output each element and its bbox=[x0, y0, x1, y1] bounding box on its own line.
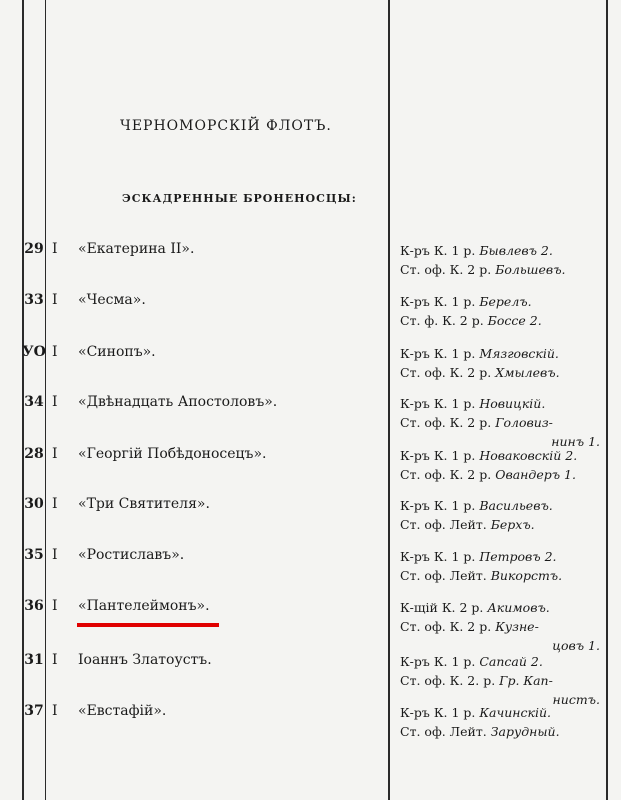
commander-name: Качинскій. bbox=[479, 705, 552, 720]
ship-rank: I bbox=[52, 446, 58, 462]
ship-row bbox=[0, 496, 621, 546]
commander-name: Бывлевъ 2. bbox=[479, 243, 553, 258]
commander-title: К-ръ К. 1 р. bbox=[400, 654, 476, 669]
ship-number: 37 bbox=[24, 703, 44, 719]
ship-name: Іоаннъ Златоустъ. bbox=[78, 652, 212, 668]
commander-name: Новаковскій 2. bbox=[479, 448, 578, 463]
ship-number: УО bbox=[22, 344, 46, 360]
senior-officer-name: Викорстъ. bbox=[490, 568, 563, 583]
commander-name: Мязговскій. bbox=[479, 346, 559, 361]
ship-rank: I bbox=[52, 394, 58, 410]
officers bbox=[400, 547, 600, 585]
officers bbox=[400, 446, 600, 484]
ship-number: 29 bbox=[24, 241, 44, 257]
ship-rank: I bbox=[52, 496, 58, 512]
senior-officer-title: Ст. оф. К. 2. р. bbox=[400, 673, 496, 688]
ship-row bbox=[0, 344, 621, 394]
senior-officer-name: Берхъ. bbox=[490, 517, 535, 532]
commander-title: К-ръ К. 1 р. bbox=[400, 396, 476, 411]
ship-name: «Синопъ». bbox=[78, 344, 156, 360]
officers bbox=[400, 292, 600, 330]
commander-name: Новицкій. bbox=[479, 396, 546, 411]
senior-officer-name: Кузне- bbox=[495, 619, 539, 634]
ship-number: 30 bbox=[24, 496, 44, 512]
ship-row bbox=[0, 292, 621, 342]
ship-rank: I bbox=[52, 241, 58, 257]
section-heading: ЭСКАДРЕННЫЕ БРОНЕНОСЦЫ: bbox=[122, 192, 357, 205]
senior-officer-title: Ст. оф. К. 2 р. bbox=[400, 415, 492, 430]
commander-title: К-ръ К. 1 р. bbox=[400, 448, 476, 463]
commander-title: К-щій К. 2 р. bbox=[400, 600, 484, 615]
officers bbox=[400, 496, 600, 534]
senior-officer-title: Ст. оф. Лейт. bbox=[400, 724, 487, 739]
senior-officer-name: Овандеръ 1. bbox=[495, 467, 576, 482]
commander-name: Васильевъ. bbox=[479, 498, 553, 513]
commander-title: К-ръ К. 1 р. bbox=[400, 549, 476, 564]
senior-officer-title: Ст. оф. К. 2 р. bbox=[400, 619, 492, 634]
commander-title: К-ръ К. 1 р. bbox=[400, 705, 476, 720]
ship-rank: I bbox=[52, 344, 58, 360]
commander-title: К-ръ К. 1 р. bbox=[400, 498, 476, 513]
senior-officer-title: Ст. оф. Лейт. bbox=[400, 517, 487, 532]
officers bbox=[400, 652, 600, 709]
ship-number: 28 bbox=[24, 446, 44, 462]
officers bbox=[400, 394, 600, 451]
name-continuation: нинъ 1. bbox=[551, 434, 600, 449]
commander-title: К-ръ К. 1 р. bbox=[400, 243, 476, 258]
ship-row bbox=[0, 241, 621, 291]
ship-rank: I bbox=[52, 652, 58, 668]
ship-name: «Двѣнадцать Апостоловъ». bbox=[78, 394, 278, 410]
commander-name: Берелъ. bbox=[479, 294, 532, 309]
commander-title: К-ръ К. 1 р. bbox=[400, 346, 476, 361]
senior-officer-title: Ст. оф. К. 2 р. bbox=[400, 262, 492, 277]
officers bbox=[400, 344, 600, 382]
senior-officer-name: Головиз- bbox=[495, 415, 553, 430]
officers bbox=[400, 241, 600, 279]
senior-officer-name: Большевъ. bbox=[495, 262, 566, 277]
senior-officer-name: Боссе 2. bbox=[487, 313, 542, 328]
ship-number: 35 bbox=[24, 547, 44, 563]
senior-officer-name: Хмылевъ. bbox=[495, 365, 560, 380]
ship-number: 31 bbox=[24, 652, 44, 668]
ship-row bbox=[0, 547, 621, 597]
red-underline bbox=[77, 623, 219, 627]
senior-officer-name: Гр. Кап- bbox=[499, 673, 553, 688]
name-continuation: цовъ 1. bbox=[552, 638, 600, 653]
senior-officer-title: Ст. ф. К. 2 р. bbox=[400, 313, 484, 328]
ship-name: «Евстафій». bbox=[78, 703, 167, 719]
senior-officer-title: Ст. оф. К. 2 р. bbox=[400, 365, 492, 380]
ship-name: «Ростиславъ». bbox=[78, 547, 185, 563]
ship-row bbox=[0, 652, 621, 707]
commander-title: К-ръ К. 1 р. bbox=[400, 294, 476, 309]
ship-rank: I bbox=[52, 547, 58, 563]
ship-name: «Три Святителя». bbox=[78, 496, 210, 512]
ship-name: «Георгій Побѣдоносецъ». bbox=[78, 446, 267, 462]
ship-number: 36 bbox=[24, 598, 44, 614]
ship-name: «Чесма». bbox=[78, 292, 146, 308]
ship-row bbox=[0, 703, 621, 753]
ship-row bbox=[0, 394, 621, 449]
ship-row bbox=[0, 446, 621, 496]
name-continuation: нистъ. bbox=[552, 692, 600, 707]
officers bbox=[400, 598, 600, 655]
senior-officer-name: Зарудный. bbox=[490, 724, 560, 739]
senior-officer-title: Ст. оф. К. 2 р. bbox=[400, 467, 492, 482]
commander-name: Сапсай 2. bbox=[479, 654, 543, 669]
senior-officer-title: Ст. оф. Лейт. bbox=[400, 568, 487, 583]
ship-number: 34 bbox=[24, 394, 44, 410]
ship-rank: I bbox=[52, 292, 58, 308]
commander-name: Петровъ 2. bbox=[479, 549, 557, 564]
ship-name: «Пантелеймонъ». bbox=[78, 598, 210, 614]
commander-name: Акимовъ. bbox=[487, 600, 550, 615]
officers bbox=[400, 703, 600, 741]
ship-rank: I bbox=[52, 703, 58, 719]
ship-rank: I bbox=[52, 598, 58, 614]
page-title: ЧЕРНОМОРСКІЙ ФЛОТЪ. bbox=[120, 118, 332, 134]
ship-number: 33 bbox=[24, 292, 44, 308]
ship-name: «Екатерина II». bbox=[78, 241, 195, 257]
